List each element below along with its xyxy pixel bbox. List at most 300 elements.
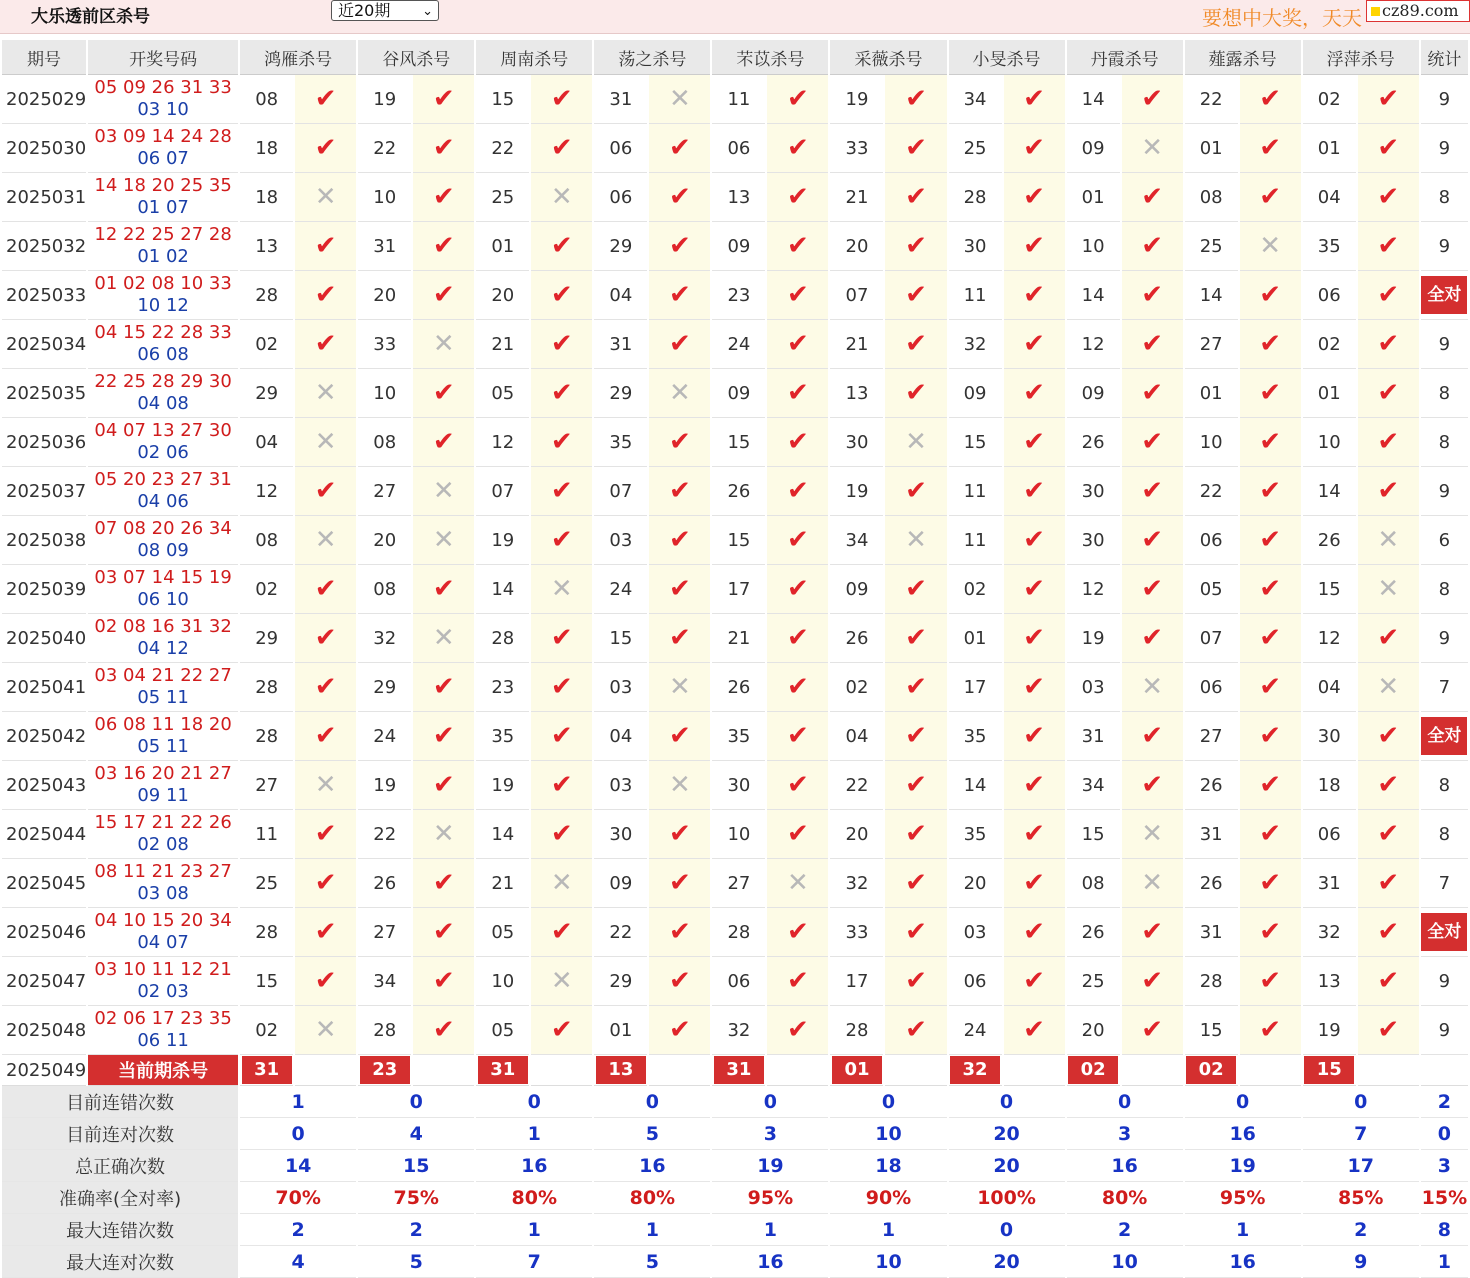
summary-value: 20 bbox=[949, 1118, 1065, 1150]
summary-value: 15 bbox=[358, 1150, 474, 1182]
cross-icon: ✕ bbox=[295, 516, 356, 565]
back-numbers: 10 12 bbox=[137, 295, 189, 316]
kill-number-cell: 30 bbox=[830, 418, 883, 467]
period-cell: 2025030 bbox=[2, 124, 86, 173]
kill-number-cell: 34 bbox=[830, 516, 883, 565]
kill-number-cell: 03 bbox=[594, 516, 647, 565]
kill-number-cell: 30 bbox=[1303, 712, 1356, 761]
period-cell: 2025047 bbox=[2, 957, 86, 1006]
kill-number-cell: 27 bbox=[712, 859, 765, 908]
cross-icon: ✕ bbox=[295, 761, 356, 810]
check-icon: ✔ bbox=[649, 516, 710, 565]
check-icon: ✔ bbox=[767, 173, 828, 222]
check-icon: ✔ bbox=[1240, 908, 1301, 957]
kill-number-cell: 27 bbox=[1185, 712, 1238, 761]
check-icon: ✔ bbox=[413, 271, 474, 320]
header-expert: 薤露杀号 bbox=[1185, 40, 1301, 75]
check-icon: ✔ bbox=[295, 565, 356, 614]
check-icon: ✔ bbox=[1122, 761, 1183, 810]
kill-number-cell: 14 bbox=[1303, 467, 1356, 516]
logo-dot-icon bbox=[1371, 7, 1380, 16]
kill-number-cell: 31 bbox=[1185, 908, 1238, 957]
summary-value: 1 bbox=[1185, 1214, 1301, 1246]
cross-icon: ✕ bbox=[413, 516, 474, 565]
check-icon: ✔ bbox=[767, 565, 828, 614]
kill-number-cell: 31 bbox=[594, 320, 647, 369]
check-icon: ✔ bbox=[1358, 908, 1419, 957]
check-icon: ✔ bbox=[767, 369, 828, 418]
current-period-cell: 2025049 bbox=[2, 1055, 86, 1086]
check-icon: ✔ bbox=[767, 516, 828, 565]
check-icon: ✔ bbox=[295, 663, 356, 712]
kill-number-cell: 20 bbox=[830, 222, 883, 271]
kill-number-cell: 08 bbox=[240, 75, 293, 124]
check-icon: ✔ bbox=[1004, 908, 1065, 957]
check-icon: ✔ bbox=[1004, 761, 1065, 810]
kill-number-cell: 22 bbox=[594, 908, 647, 957]
kill-number-cell: 20 bbox=[949, 859, 1002, 908]
check-icon: ✔ bbox=[767, 271, 828, 320]
period-cell: 2025034 bbox=[2, 320, 86, 369]
header-expert: 采薇杀号 bbox=[830, 40, 946, 75]
check-icon: ✔ bbox=[767, 467, 828, 516]
header-expert: 丹霞杀号 bbox=[1067, 40, 1183, 75]
check-icon: ✔ bbox=[295, 124, 356, 173]
summary-label: 总正确次数 bbox=[2, 1150, 238, 1182]
check-icon: ✔ bbox=[1240, 320, 1301, 369]
kill-number-cell: 31 bbox=[358, 222, 411, 271]
kill-number-cell: 35 bbox=[594, 418, 647, 467]
kill-number-cell: 22 bbox=[1185, 467, 1238, 516]
draw-numbers-cell bbox=[88, 614, 238, 663]
kill-number-cell: 22 bbox=[830, 761, 883, 810]
kill-number-cell: 03 bbox=[1067, 663, 1120, 712]
kill-number-cell: 21 bbox=[476, 859, 529, 908]
all-correct-badge: 全对 bbox=[1421, 913, 1467, 951]
kill-number-cell: 09 bbox=[1067, 369, 1120, 418]
check-icon: ✔ bbox=[1358, 712, 1419, 761]
summary-row bbox=[2, 1118, 1468, 1150]
current-kill-spacer bbox=[767, 1055, 828, 1086]
kill-number-cell: 11 bbox=[949, 516, 1002, 565]
all-correct-badge: 全对 bbox=[1421, 717, 1467, 755]
draw-numbers-cell bbox=[88, 957, 238, 1006]
draw-numbers-cell bbox=[88, 418, 238, 467]
period-select[interactable] bbox=[331, 0, 439, 21]
front-numbers: 01 02 08 10 33 bbox=[94, 273, 232, 294]
check-icon: ✔ bbox=[1122, 565, 1183, 614]
period-cell: 2025029 bbox=[2, 75, 86, 124]
summary-value: 3 bbox=[1067, 1118, 1183, 1150]
check-icon: ✔ bbox=[531, 222, 592, 271]
check-icon: ✔ bbox=[885, 761, 946, 810]
table-row bbox=[2, 320, 1468, 369]
check-icon: ✔ bbox=[649, 810, 710, 859]
check-icon: ✔ bbox=[1122, 271, 1183, 320]
kill-number-cell: 01 bbox=[1185, 124, 1238, 173]
current-kill-number: 31 bbox=[242, 1056, 292, 1084]
draw-numbers-cell bbox=[88, 369, 238, 418]
current-period-row bbox=[2, 1055, 1468, 1086]
period-cell: 2025036 bbox=[2, 418, 86, 467]
draw-numbers-cell bbox=[88, 516, 238, 565]
period-cell: 2025044 bbox=[2, 810, 86, 859]
table-row bbox=[2, 957, 1468, 1006]
summary-value: 16 bbox=[1067, 1150, 1183, 1182]
stat-cell: 7 bbox=[1421, 859, 1468, 908]
summary-value: 75% bbox=[358, 1182, 474, 1214]
check-icon: ✔ bbox=[885, 124, 946, 173]
front-numbers: 02 06 17 23 35 bbox=[94, 1008, 232, 1029]
summary-value: 16 bbox=[712, 1246, 828, 1278]
check-icon: ✔ bbox=[885, 369, 946, 418]
summary-value: 0 bbox=[949, 1214, 1065, 1246]
check-icon: ✔ bbox=[531, 712, 592, 761]
kill-number-cell: 20 bbox=[830, 810, 883, 859]
kill-number-cell: 24 bbox=[949, 1006, 1002, 1055]
table-row bbox=[2, 712, 1468, 761]
front-numbers: 04 15 22 28 33 bbox=[94, 322, 232, 343]
check-icon: ✔ bbox=[531, 75, 592, 124]
summary-value: 80% bbox=[476, 1182, 592, 1214]
summary-value: 1 bbox=[712, 1214, 828, 1246]
check-icon: ✔ bbox=[767, 222, 828, 271]
check-icon: ✔ bbox=[531, 516, 592, 565]
kill-number-cell: 29 bbox=[240, 369, 293, 418]
stat-cell: 8 bbox=[1421, 173, 1468, 222]
check-icon: ✔ bbox=[649, 124, 710, 173]
front-numbers: 14 18 20 25 35 bbox=[94, 175, 232, 196]
check-icon: ✔ bbox=[767, 761, 828, 810]
check-icon: ✔ bbox=[1004, 418, 1065, 467]
current-kill-number: 13 bbox=[596, 1056, 646, 1084]
check-icon: ✔ bbox=[885, 173, 946, 222]
summary-row bbox=[2, 1150, 1468, 1182]
kill-number-cell: 12 bbox=[1303, 614, 1356, 663]
check-icon: ✔ bbox=[1004, 271, 1065, 320]
check-icon: ✔ bbox=[1358, 859, 1419, 908]
kill-number-cell: 08 bbox=[358, 418, 411, 467]
header-expert: 周南杀号 bbox=[476, 40, 592, 75]
check-icon: ✔ bbox=[1358, 271, 1419, 320]
front-numbers: 03 04 21 22 27 bbox=[94, 665, 232, 686]
table-row bbox=[2, 418, 1468, 467]
summary-value: 0 bbox=[1067, 1086, 1183, 1118]
kill-number-cell: 33 bbox=[830, 124, 883, 173]
kill-number-cell: 22 bbox=[476, 124, 529, 173]
check-icon: ✔ bbox=[1358, 1006, 1419, 1055]
kill-number-cell: 02 bbox=[949, 565, 1002, 614]
kill-number-cell: 19 bbox=[476, 761, 529, 810]
table-row bbox=[2, 173, 1468, 222]
check-icon: ✔ bbox=[649, 859, 710, 908]
kill-number-cell: 07 bbox=[830, 271, 883, 320]
cross-icon: ✕ bbox=[1358, 516, 1419, 565]
current-kill-number: 31 bbox=[714, 1056, 764, 1084]
check-icon: ✔ bbox=[885, 75, 946, 124]
summary-value: 10 bbox=[1067, 1246, 1183, 1278]
back-numbers: 05 11 bbox=[137, 736, 189, 757]
kill-number-cell: 03 bbox=[949, 908, 1002, 957]
kill-number-cell: 23 bbox=[712, 271, 765, 320]
kill-number-cell: 29 bbox=[240, 614, 293, 663]
kill-number-cell: 10 bbox=[712, 810, 765, 859]
back-numbers: 03 10 bbox=[137, 99, 189, 120]
front-numbers: 05 09 26 31 33 bbox=[94, 77, 232, 98]
check-icon: ✔ bbox=[1004, 614, 1065, 663]
cross-icon: ✕ bbox=[1122, 810, 1183, 859]
kill-number-cell: 19 bbox=[830, 467, 883, 516]
summary-value: 5 bbox=[594, 1118, 710, 1150]
draw-numbers-cell bbox=[88, 1006, 238, 1055]
period-select-value: 近20期 bbox=[338, 1, 391, 20]
summary-value: 16 bbox=[1185, 1246, 1301, 1278]
check-icon: ✔ bbox=[1240, 467, 1301, 516]
summary-label: 准确率(全对率) bbox=[2, 1182, 238, 1214]
draw-numbers-cell bbox=[88, 75, 238, 124]
kill-number-cell: 30 bbox=[712, 761, 765, 810]
check-icon: ✔ bbox=[531, 418, 592, 467]
summary-value: 5 bbox=[594, 1246, 710, 1278]
current-kill-spacer bbox=[1358, 1055, 1419, 1086]
summary-value: 0 bbox=[476, 1086, 592, 1118]
check-icon: ✔ bbox=[295, 908, 356, 957]
check-icon: ✔ bbox=[295, 712, 356, 761]
summary-value: 14 bbox=[240, 1150, 356, 1182]
summary-stat: 0 bbox=[1421, 1118, 1468, 1150]
kill-number-cell: 14 bbox=[1067, 271, 1120, 320]
kill-number-cell: 06 bbox=[1185, 516, 1238, 565]
front-numbers: 12 22 25 27 28 bbox=[94, 224, 232, 245]
current-kill-spacer bbox=[885, 1055, 946, 1086]
header-expert: 浮萍杀号 bbox=[1303, 40, 1419, 75]
summary-row bbox=[2, 1086, 1468, 1118]
summary-value: 10 bbox=[830, 1118, 946, 1150]
front-numbers: 04 10 15 20 34 bbox=[94, 910, 232, 931]
kill-number-cell: 11 bbox=[949, 271, 1002, 320]
kill-number-cell: 06 bbox=[594, 173, 647, 222]
summary-label: 目前连错次数 bbox=[2, 1086, 238, 1118]
draw-numbers-cell bbox=[88, 467, 238, 516]
chevron-down-icon: ⌄ bbox=[422, 4, 433, 19]
check-icon: ✔ bbox=[1358, 614, 1419, 663]
kill-number-cell: 26 bbox=[1303, 516, 1356, 565]
check-icon: ✔ bbox=[767, 75, 828, 124]
stat-cell: 8 bbox=[1421, 418, 1468, 467]
cross-icon: ✕ bbox=[649, 663, 710, 712]
stat-cell bbox=[1421, 712, 1468, 761]
kill-number-cell: 02 bbox=[1303, 75, 1356, 124]
check-icon: ✔ bbox=[1240, 712, 1301, 761]
check-icon: ✔ bbox=[531, 810, 592, 859]
check-icon: ✔ bbox=[413, 222, 474, 271]
kill-number-cell: 19 bbox=[358, 761, 411, 810]
kill-number-cell: 17 bbox=[949, 663, 1002, 712]
check-icon: ✔ bbox=[531, 663, 592, 712]
check-icon: ✔ bbox=[1004, 663, 1065, 712]
kill-number-cell: 20 bbox=[358, 271, 411, 320]
kill-number-cell: 20 bbox=[476, 271, 529, 320]
draw-numbers-cell bbox=[88, 712, 238, 761]
kill-number-cell: 26 bbox=[1067, 418, 1120, 467]
front-numbers: 03 07 14 15 19 bbox=[94, 567, 232, 588]
summary-value: 17 bbox=[1303, 1150, 1419, 1182]
kill-number-cell: 28 bbox=[240, 908, 293, 957]
kill-number-cell: 01 bbox=[1185, 369, 1238, 418]
kill-number-cell: 10 bbox=[1303, 418, 1356, 467]
current-kill-cell bbox=[476, 1055, 529, 1086]
kill-number-cell: 33 bbox=[830, 908, 883, 957]
table-row bbox=[2, 369, 1468, 418]
table-row bbox=[2, 516, 1468, 565]
kill-number-cell: 09 bbox=[1067, 124, 1120, 173]
summary-value: 4 bbox=[240, 1246, 356, 1278]
check-icon: ✔ bbox=[413, 75, 474, 124]
summary-value: 2 bbox=[358, 1214, 474, 1246]
kill-number-cell: 31 bbox=[1067, 712, 1120, 761]
back-numbers: 01 07 bbox=[137, 197, 189, 218]
check-icon: ✔ bbox=[885, 712, 946, 761]
check-icon: ✔ bbox=[885, 222, 946, 271]
kill-number-cell: 08 bbox=[358, 565, 411, 614]
kill-number-cell: 27 bbox=[1185, 320, 1238, 369]
kill-number-cell: 02 bbox=[240, 320, 293, 369]
front-numbers: 03 10 11 12 21 bbox=[94, 959, 232, 980]
check-icon: ✔ bbox=[531, 369, 592, 418]
check-icon: ✔ bbox=[885, 565, 946, 614]
check-icon: ✔ bbox=[767, 810, 828, 859]
period-cell: 2025035 bbox=[2, 369, 86, 418]
current-kill-spacer bbox=[1004, 1055, 1065, 1086]
stat-cell: 6 bbox=[1421, 516, 1468, 565]
current-kill-number: 02 bbox=[1068, 1056, 1118, 1084]
kill-number-cell: 31 bbox=[1303, 859, 1356, 908]
check-icon: ✔ bbox=[413, 418, 474, 467]
check-icon: ✔ bbox=[1240, 761, 1301, 810]
kill-number-cell: 26 bbox=[712, 467, 765, 516]
draw-numbers-cell bbox=[88, 565, 238, 614]
cross-icon: ✕ bbox=[1122, 859, 1183, 908]
kill-number-cell: 08 bbox=[1185, 173, 1238, 222]
kill-number-cell: 10 bbox=[476, 957, 529, 1006]
current-kill-spacer bbox=[1240, 1055, 1301, 1086]
draw-numbers-cell bbox=[88, 271, 238, 320]
back-numbers: 04 06 bbox=[137, 491, 189, 512]
kill-number-cell: 02 bbox=[240, 1006, 293, 1055]
check-icon: ✔ bbox=[649, 957, 710, 1006]
kill-number-cell: 24 bbox=[594, 565, 647, 614]
summary-value: 7 bbox=[476, 1246, 592, 1278]
check-icon: ✔ bbox=[1358, 418, 1419, 467]
summary-value: 4 bbox=[358, 1118, 474, 1150]
all-correct-badge: 全对 bbox=[1421, 276, 1467, 314]
back-numbers: 04 12 bbox=[137, 638, 189, 659]
kill-number-cell: 19 bbox=[830, 75, 883, 124]
cross-icon: ✕ bbox=[295, 1006, 356, 1055]
front-numbers: 04 07 13 27 30 bbox=[94, 420, 232, 441]
check-icon: ✔ bbox=[1122, 614, 1183, 663]
back-numbers: 06 08 bbox=[137, 344, 189, 365]
summary-value: 16 bbox=[476, 1150, 592, 1182]
stat-cell: 7 bbox=[1421, 663, 1468, 712]
kill-number-cell: 02 bbox=[1303, 320, 1356, 369]
check-icon: ✔ bbox=[885, 614, 946, 663]
kill-number-cell: 30 bbox=[1067, 516, 1120, 565]
stat-cell: 9 bbox=[1421, 957, 1468, 1006]
kill-number-cell: 11 bbox=[712, 75, 765, 124]
kill-number-cell: 34 bbox=[949, 75, 1002, 124]
period-cell: 2025038 bbox=[2, 516, 86, 565]
check-icon: ✔ bbox=[767, 957, 828, 1006]
period-cell: 2025037 bbox=[2, 467, 86, 516]
cross-icon: ✕ bbox=[1358, 565, 1419, 614]
summary-value: 95% bbox=[1185, 1182, 1301, 1214]
header-expert: 芣苡杀号 bbox=[712, 40, 828, 75]
kill-number-cell: 09 bbox=[712, 222, 765, 271]
kill-number-cell: 21 bbox=[476, 320, 529, 369]
summary-value: 0 bbox=[830, 1086, 946, 1118]
summary-stat: 1 bbox=[1421, 1246, 1468, 1278]
check-icon: ✔ bbox=[1122, 1006, 1183, 1055]
kill-number-cell: 09 bbox=[830, 565, 883, 614]
table-row bbox=[2, 810, 1468, 859]
summary-value: 80% bbox=[1067, 1182, 1183, 1214]
check-icon: ✔ bbox=[531, 467, 592, 516]
cross-icon: ✕ bbox=[649, 75, 710, 124]
cross-icon: ✕ bbox=[1240, 222, 1301, 271]
back-numbers: 05 11 bbox=[137, 687, 189, 708]
kill-number-cell: 13 bbox=[712, 173, 765, 222]
summary-value: 0 bbox=[594, 1086, 710, 1118]
site-logo[interactable] bbox=[1366, 0, 1470, 22]
front-numbers: 05 20 23 27 31 bbox=[94, 469, 232, 490]
summary-value: 5 bbox=[358, 1246, 474, 1278]
summary-value: 80% bbox=[594, 1182, 710, 1214]
check-icon: ✔ bbox=[1240, 418, 1301, 467]
header-expert: 荡之杀号 bbox=[594, 40, 710, 75]
check-icon: ✔ bbox=[649, 614, 710, 663]
summary-value: 20 bbox=[949, 1150, 1065, 1182]
check-icon: ✔ bbox=[885, 467, 946, 516]
summary-value: 0 bbox=[358, 1086, 474, 1118]
kill-number-cell: 13 bbox=[1303, 957, 1356, 1006]
check-icon: ✔ bbox=[295, 75, 356, 124]
check-icon: ✔ bbox=[413, 565, 474, 614]
back-numbers: 02 06 bbox=[137, 442, 189, 463]
period-cell: 2025043 bbox=[2, 761, 86, 810]
kill-number-cell: 19 bbox=[1303, 1006, 1356, 1055]
kill-number-cell: 13 bbox=[240, 222, 293, 271]
header-stat: 统计 bbox=[1421, 40, 1468, 75]
kill-number-cell: 01 bbox=[476, 222, 529, 271]
kill-number-cell: 21 bbox=[830, 173, 883, 222]
header-expert: 鸿雁杀号 bbox=[240, 40, 356, 75]
kill-number-cell: 31 bbox=[1185, 810, 1238, 859]
kill-number-cell: 28 bbox=[240, 712, 293, 761]
summary-row bbox=[2, 1182, 1468, 1214]
check-icon: ✔ bbox=[1240, 1006, 1301, 1055]
cross-icon: ✕ bbox=[295, 173, 356, 222]
check-icon: ✔ bbox=[1358, 173, 1419, 222]
check-icon: ✔ bbox=[1240, 173, 1301, 222]
summary-value: 0 bbox=[712, 1086, 828, 1118]
summary-value: 3 bbox=[712, 1118, 828, 1150]
check-icon: ✔ bbox=[413, 173, 474, 222]
check-icon: ✔ bbox=[1004, 173, 1065, 222]
kill-number-cell: 04 bbox=[1303, 663, 1356, 712]
check-icon: ✔ bbox=[413, 761, 474, 810]
summary-row bbox=[2, 1214, 1468, 1246]
